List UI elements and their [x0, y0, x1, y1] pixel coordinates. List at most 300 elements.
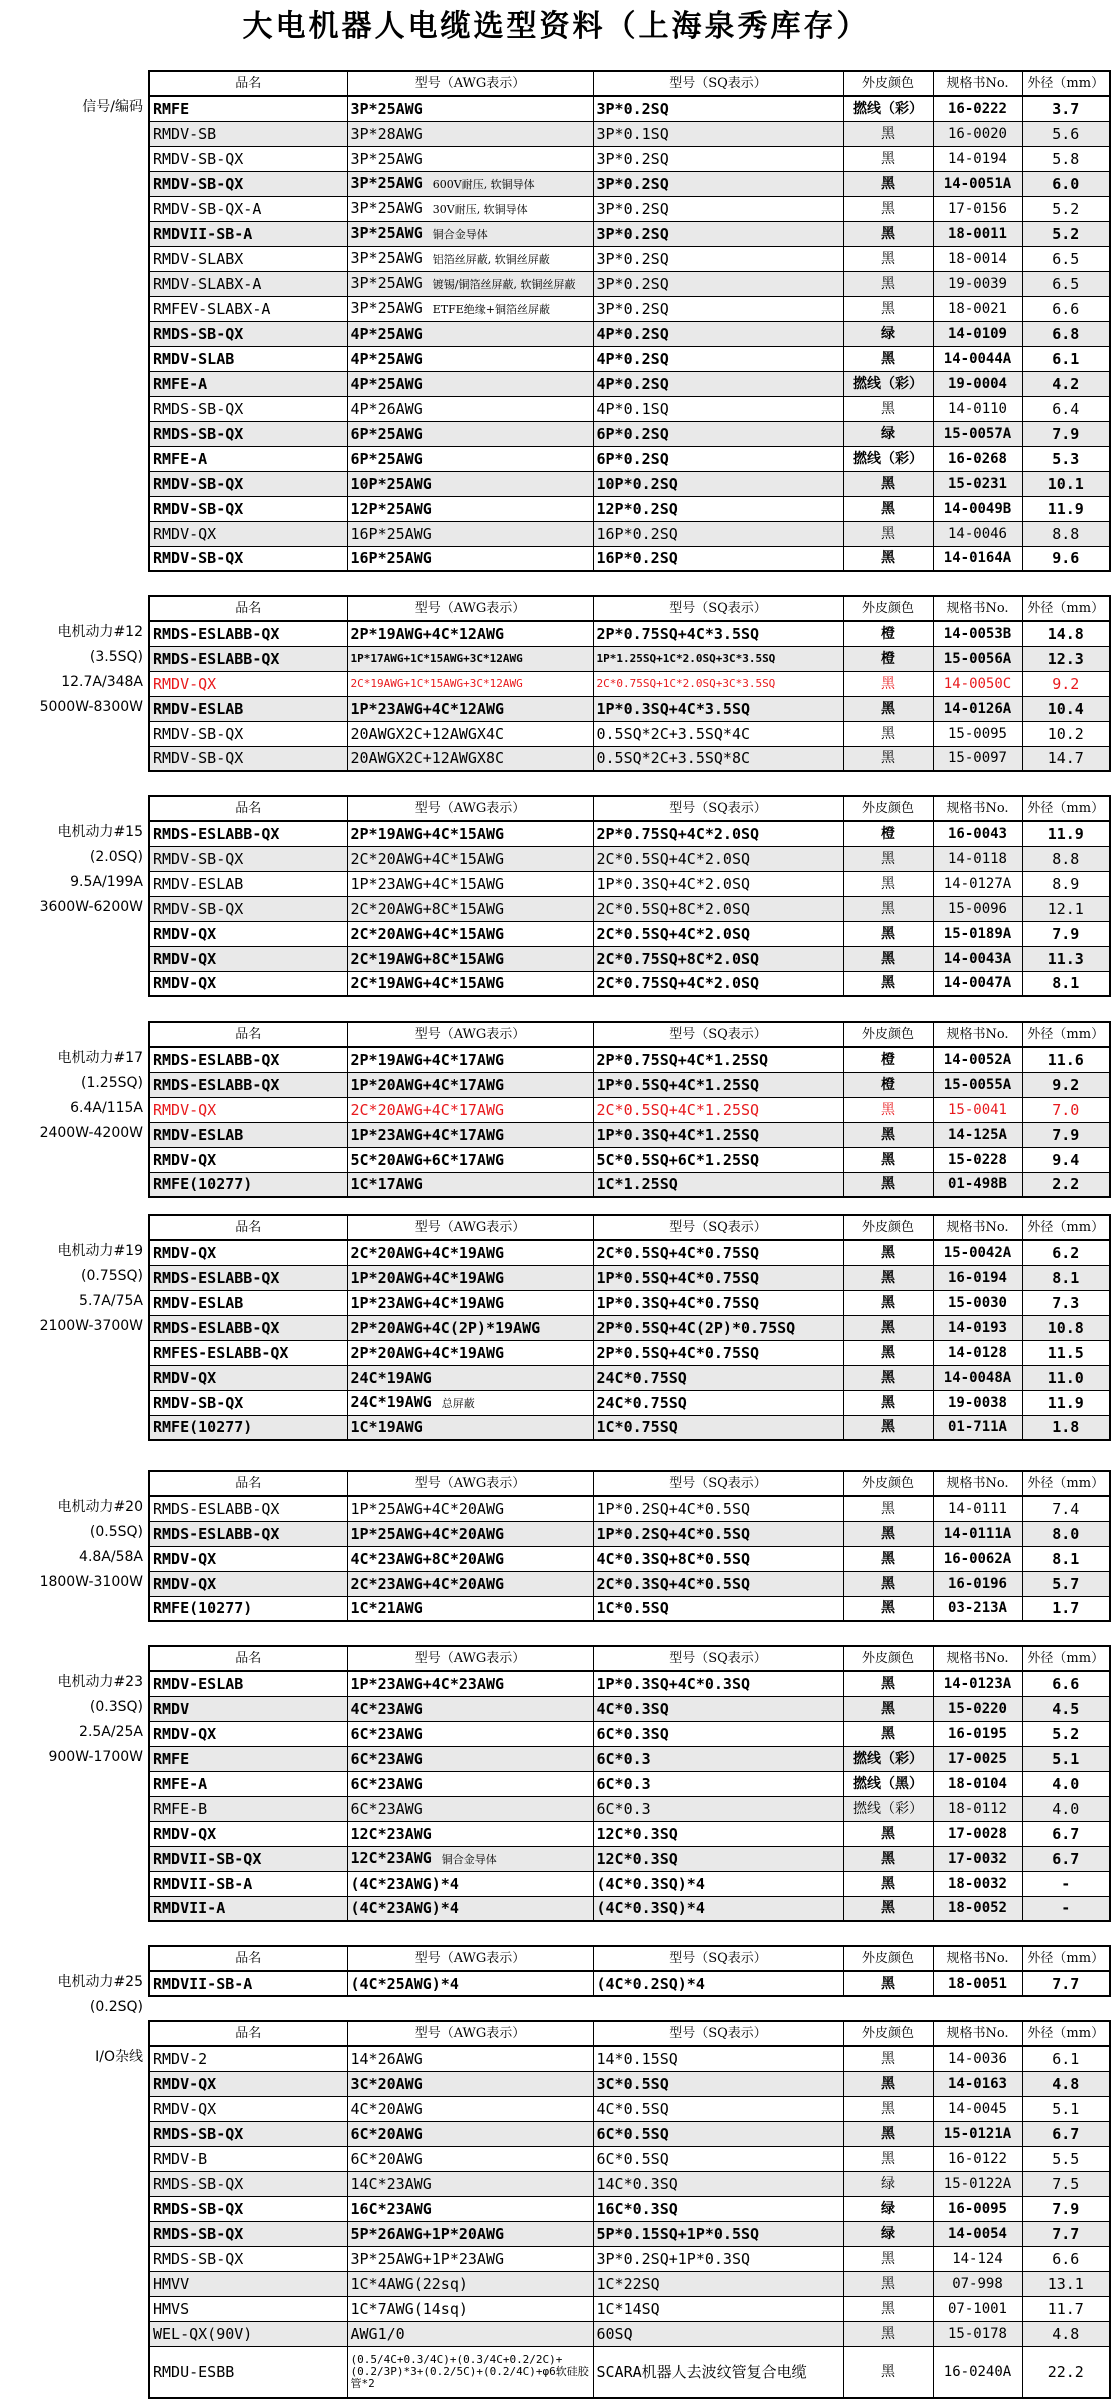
cell-awg: 4C*23AWG+8C*20AWG — [347, 1546, 593, 1571]
table-row — [149, 2171, 1110, 2196]
cell-color: 黑 — [843, 1546, 933, 1571]
cell-od: 12.1 — [1022, 896, 1110, 921]
table-row — [149, 971, 1110, 996]
cell-sq: 4C*0.3SQ — [593, 1696, 843, 1721]
cell-color: 黑 — [843, 496, 933, 521]
awg-note: 30V耐压, 软铜导体 — [432, 202, 528, 216]
table-header-row — [149, 1471, 1110, 1496]
table-row — [149, 1265, 1110, 1290]
cell-sq: 3P*0.2SQ — [593, 171, 843, 196]
cell-sq: (4C*0.3SQ)*4 — [593, 1896, 843, 1921]
table-row — [149, 1147, 1110, 1172]
cell-awg: 1P*23AWG+4C*19AWG — [347, 1290, 593, 1315]
column-header: 外皮颜色 — [843, 1215, 933, 1240]
table-row — [149, 946, 1110, 971]
cable-table — [148, 2020, 1111, 2399]
cell-color: 黑 — [843, 671, 933, 696]
table-row — [149, 421, 1110, 446]
cell-awg: 20AWGX2C+12AWGX4C — [347, 721, 593, 746]
section-side-label — [0, 1046, 146, 1146]
cell-sq: 1C*0.75SQ — [593, 1415, 843, 1440]
cell-color: 撚线（彩） — [843, 1796, 933, 1821]
cell-awg: 4P*25AWG — [347, 346, 593, 371]
side-label-line: 电机动力#12 — [57, 624, 143, 640]
cell-spec: 17-0032 — [933, 1846, 1022, 1871]
cell-sq: 6C*0.3 — [593, 1746, 843, 1771]
cell-name: RMDV-ESLAB — [149, 1290, 347, 1315]
cell-color: 黑 — [843, 1365, 933, 1390]
table-header-row — [149, 1946, 1110, 1971]
cell-color: 黑 — [843, 1240, 933, 1265]
cell-name: RMDV-SLABX-A — [149, 271, 347, 296]
cell-sq: 1P*0.5SQ+4C*0.75SQ — [593, 1265, 843, 1290]
cell-spec: 15-0228 — [933, 1147, 1022, 1172]
cell-od: 6.2 — [1022, 1240, 1110, 1265]
cell-name: RMDV-QX — [149, 946, 347, 971]
table-row — [149, 2246, 1110, 2271]
cell-sq: 1P*0.3SQ+4C*2.0SQ — [593, 871, 843, 896]
table-row — [149, 1521, 1110, 1546]
cell-od: 11.9 — [1022, 1390, 1110, 1415]
table-row — [149, 471, 1110, 496]
side-label-line: (0.75SQ) — [80, 1268, 143, 1284]
cell-awg — [347, 271, 593, 296]
cell-sq: 2P*0.75SQ+4C*1.25SQ — [593, 1047, 843, 1072]
cell-sq: 2C*0.5SQ+4C*1.25SQ — [593, 1097, 843, 1122]
cell-od: 1.8 — [1022, 1415, 1110, 1440]
cell-spec: 14-0193 — [933, 1315, 1022, 1340]
cell-od: 5.2 — [1022, 196, 1110, 221]
side-label-line: I/O杂线 — [95, 2049, 143, 2065]
side-label-line: 900W-1700W — [48, 1749, 143, 1765]
cell-awg: 2C*20AWG+4C*17AWG — [347, 1097, 593, 1122]
awg-note: 镀锡/铜箔丝屏蔽, 软铜丝屏蔽 — [432, 277, 576, 291]
cell-od: 4.8 — [1022, 2321, 1110, 2346]
cell-sq: 4C*0.3SQ+8C*0.5SQ — [593, 1546, 843, 1571]
cell-sq: 1C*22SQ — [593, 2271, 843, 2296]
side-label-line: 12.7A/348A — [61, 674, 143, 690]
column-header: 规格书No. — [933, 1471, 1022, 1496]
cell-od: 11.7 — [1022, 2296, 1110, 2321]
cell-od: 7.3 — [1022, 1290, 1110, 1315]
table-row — [149, 696, 1110, 721]
table-header-row — [149, 596, 1110, 621]
side-label-line: 2.5A/25A — [79, 1724, 143, 1740]
cell-color: 黑 — [843, 971, 933, 996]
cell-sq: 6C*0.5SQ — [593, 2146, 843, 2171]
cell-color: 黑 — [843, 2296, 933, 2321]
cell-name: RMDS-SB-QX — [149, 2121, 347, 2146]
cell-awg: 2C*23AWG+4C*20AWG — [347, 1571, 593, 1596]
table-row — [149, 721, 1110, 746]
page-title: 大电机器人电缆选型资料（上海泉秀库存） — [242, 9, 870, 44]
table-header-row — [149, 2021, 1110, 2046]
table-row — [149, 171, 1110, 196]
table-row — [149, 1122, 1110, 1147]
table-row — [149, 1072, 1110, 1097]
column-header: 型号（SQ表示） — [593, 796, 843, 821]
cell-awg: (0.5/4C+0.3/4C)+(0.3/4C+0.2/2C)+(0.2/3P)*3+(0.2/5C)+(0.2/4C)+φ6软硅胶管*2 — [347, 2346, 593, 2398]
cell-spec: 14-0046 — [933, 521, 1022, 546]
cell-sq: (4C*0.3SQ)*4 — [593, 1871, 843, 1896]
cell-od: 12.3 — [1022, 646, 1110, 671]
cell-spec: 14-0127A — [933, 871, 1022, 896]
column-header: 品名 — [149, 1215, 347, 1240]
cell-sq: 2P*0.5SQ+4C*0.75SQ — [593, 1340, 843, 1365]
side-label-line: (0.5SQ) — [89, 1524, 143, 1540]
cell-name: RMDV-QX — [149, 1721, 347, 1746]
cell-spec: 19-0039 — [933, 271, 1022, 296]
column-header: 型号（AWG表示） — [347, 1215, 593, 1240]
cell-sq: 1C*1.25SQ — [593, 1172, 843, 1197]
cell-color: 黑 — [843, 396, 933, 421]
cell-awg: 4C*23AWG — [347, 1696, 593, 1721]
table-row — [149, 2346, 1110, 2398]
awg-value: 24C*19AWG — [350, 1392, 432, 1411]
cell-awg: 2C*19AWG+8C*15AWG — [347, 946, 593, 971]
cell-od: 4.5 — [1022, 1696, 1110, 1721]
cell-name: RMDV-QX — [149, 671, 347, 696]
cell-spec: 16-0195 — [933, 1721, 1022, 1746]
cell-color: 橙 — [843, 646, 933, 671]
cell-sq: 1P*1.25SQ+1C*2.0SQ+3C*3.5SQ — [593, 646, 843, 671]
table-row — [149, 896, 1110, 921]
cell-awg: 1P*23AWG+4C*23AWG — [347, 1671, 593, 1696]
cell-name: RMFE-A — [149, 371, 347, 396]
cell-sq: 1P*0.3SQ+4C*1.25SQ — [593, 1122, 843, 1147]
cell-sq: 16P*0.2SQ — [593, 546, 843, 571]
cell-spec: 15-0122A — [933, 2171, 1022, 2196]
cell-sq: 4P*0.1SQ — [593, 396, 843, 421]
cell-awg — [347, 296, 593, 321]
cell-name: RMDV-SB-QX — [149, 846, 347, 871]
cell-sq: 6P*0.2SQ — [593, 421, 843, 446]
cell-spec: 15-0189A — [933, 921, 1022, 946]
table-header-row — [149, 71, 1110, 96]
cell-color: 橙 — [843, 1047, 933, 1072]
cell-awg — [347, 1390, 593, 1415]
table-row — [149, 2196, 1110, 2221]
column-header: 规格书No. — [933, 796, 1022, 821]
cell-spec: 15-0096 — [933, 896, 1022, 921]
cell-spec: 07-1001 — [933, 2296, 1022, 2321]
cell-awg: 2P*20AWG+4C*19AWG — [347, 1340, 593, 1365]
column-header: 外径（mm） — [1022, 1471, 1110, 1496]
cell-sq: 2P*0.75SQ+4C*2.0SQ — [593, 821, 843, 846]
table-row — [149, 2221, 1110, 2246]
cell-od: 6.7 — [1022, 1821, 1110, 1846]
table-row — [149, 1821, 1110, 1846]
cell-spec: 18-0011 — [933, 221, 1022, 246]
cell-spec: 19-0038 — [933, 1390, 1022, 1415]
cell-name: RMFE-A — [149, 446, 347, 471]
cell-name: RMDS-SB-QX — [149, 396, 347, 421]
cell-name: RMDV-SB-QX — [149, 546, 347, 571]
cell-awg: 1C*21AWG — [347, 1596, 593, 1621]
cell-color: 黑 — [843, 1290, 933, 1315]
cell-color: 黑 — [843, 121, 933, 146]
cell-name: RMFE(10277) — [149, 1596, 347, 1621]
cell-spec: 15-0178 — [933, 2321, 1022, 2346]
cell-od: 1.7 — [1022, 1596, 1110, 1621]
cell-awg: 2C*20AWG+4C*15AWG — [347, 921, 593, 946]
cell-sq: 6C*0.3 — [593, 1796, 843, 1821]
cell-awg: 2P*19AWG+4C*15AWG — [347, 821, 593, 846]
cell-spec: 17-0025 — [933, 1746, 1022, 1771]
side-label-line: 电机动力#25 — [57, 1974, 143, 1990]
awg-note: 铜合金导体 — [432, 227, 488, 241]
cell-od: 6.6 — [1022, 2246, 1110, 2271]
table-row — [149, 146, 1110, 171]
cell-awg — [347, 246, 593, 271]
cable-table — [148, 795, 1111, 997]
cell-awg: 1P*23AWG+4C*17AWG — [347, 1122, 593, 1147]
column-header: 外皮颜色 — [843, 1646, 933, 1671]
table-row — [149, 1971, 1110, 1996]
cell-sq: 3P*0.2SQ — [593, 96, 843, 121]
side-label-line: 电机动力#19 — [57, 1243, 143, 1259]
cell-color: 绿 — [843, 421, 933, 446]
cell-name: RMDV-SB — [149, 121, 347, 146]
cell-name: RMDS-ESLABB-QX — [149, 621, 347, 646]
cell-color: 黑 — [843, 1696, 933, 1721]
cell-awg: 6P*25AWG — [347, 446, 593, 471]
cell-od: 6.4 — [1022, 396, 1110, 421]
cell-name: RMFE-B — [149, 1796, 347, 1821]
column-header: 外皮颜色 — [843, 596, 933, 621]
cell-spec: 14-0051A — [933, 171, 1022, 196]
cell-color: 黑 — [843, 896, 933, 921]
cell-spec: 16-0268 — [933, 446, 1022, 471]
cell-spec: 16-0020 — [933, 121, 1022, 146]
cell-name: RMDS-SB-QX — [149, 2171, 347, 2196]
cell-sq: 6C*0.3SQ — [593, 1721, 843, 1746]
cell-awg: 5C*20AWG+6C*17AWG — [347, 1147, 593, 1172]
cell-spec: 16-0222 — [933, 96, 1022, 121]
cell-color: 黑 — [843, 2321, 933, 2346]
cell-sq: 3P*0.2SQ — [593, 146, 843, 171]
cell-od: 11.5 — [1022, 1340, 1110, 1365]
cell-color: 黑 — [843, 1172, 933, 1197]
cell-awg — [347, 196, 593, 221]
cell-name: RMFE — [149, 96, 347, 121]
cell-name: RMDV-QX — [149, 971, 347, 996]
cell-sq: 3P*0.2SQ — [593, 221, 843, 246]
cell-spec: 15-0030 — [933, 1290, 1022, 1315]
cell-color: 撚线（彩） — [843, 446, 933, 471]
cell-spec: 15-0042A — [933, 1240, 1022, 1265]
cell-color: 黑 — [843, 1340, 933, 1365]
column-header: 外径（mm） — [1022, 796, 1110, 821]
cell-color: 黑 — [843, 2246, 933, 2271]
cell-color: 黑 — [843, 2146, 933, 2171]
column-header: 型号（AWG表示） — [347, 1471, 593, 1496]
cell-color: 黑 — [843, 221, 933, 246]
cell-od: 5.8 — [1022, 146, 1110, 171]
column-header: 外径（mm） — [1022, 596, 1110, 621]
cell-awg: (4C*25AWG)*4 — [347, 1971, 593, 1996]
cell-awg: 2C*20AWG+4C*15AWG — [347, 846, 593, 871]
cell-sq: 4C*0.5SQ — [593, 2096, 843, 2121]
cell-name: RMDS-ESLABB-QX — [149, 1072, 347, 1097]
table-row — [149, 1796, 1110, 1821]
cell-spec: 14-0045 — [933, 2096, 1022, 2121]
cell-spec: 14-124 — [933, 2246, 1022, 2271]
cell-sq: 2C*0.75SQ+4C*2.0SQ — [593, 971, 843, 996]
table-row — [149, 2321, 1110, 2346]
cell-spec: 18-0112 — [933, 1796, 1022, 1821]
cell-color: 黑 — [843, 271, 933, 296]
cell-od: 8.8 — [1022, 521, 1110, 546]
cell-od: 6.0 — [1022, 171, 1110, 196]
cell-name: RMDV-SB-QX — [149, 496, 347, 521]
table-row — [149, 2146, 1110, 2171]
cell-awg: 16C*23AWG — [347, 2196, 593, 2221]
section-side-label — [0, 95, 146, 120]
cell-sq: 24C*0.75SQ — [593, 1365, 843, 1390]
table-row — [149, 2121, 1110, 2146]
cell-sq: 1P*0.3SQ+4C*3.5SQ — [593, 696, 843, 721]
cable-table — [148, 1021, 1111, 1198]
cell-awg: 1P*20AWG+4C*19AWG — [347, 1265, 593, 1290]
cell-awg: 5P*26AWG+1P*20AWG — [347, 2221, 593, 2246]
cell-od: 6.5 — [1022, 271, 1110, 296]
awg-value: 3P*25AWG — [350, 223, 423, 242]
cell-awg: 1C*7AWG(14sq) — [347, 2296, 593, 2321]
table-row — [149, 446, 1110, 471]
cell-spec: 16-0196 — [933, 1571, 1022, 1596]
cell-spec: 16-0122 — [933, 2146, 1022, 2171]
cell-sq: 10P*0.2SQ — [593, 471, 843, 496]
cell-od: 11.9 — [1022, 496, 1110, 521]
cell-name: RMDV-ESLAB — [149, 1671, 347, 1696]
cell-od: 7.5 — [1022, 2171, 1110, 2196]
cell-spec: 14-0110 — [933, 396, 1022, 421]
cell-color: 黑 — [843, 1871, 933, 1896]
cell-spec: 14-0163 — [933, 2071, 1022, 2096]
cell-od: 5.3 — [1022, 446, 1110, 471]
cell-awg: 12C*23AWG — [347, 1821, 593, 1846]
table-row — [149, 746, 1110, 771]
cell-color: 黑 — [843, 1821, 933, 1846]
cell-od: - — [1022, 1871, 1110, 1896]
cell-color: 黑 — [843, 2096, 933, 2121]
cell-color: 黑 — [843, 1122, 933, 1147]
table-header-row — [149, 796, 1110, 821]
cell-sq: 3P*0.1SQ — [593, 121, 843, 146]
section-side-label — [0, 2045, 146, 2070]
cell-name: RMDV-QX — [149, 521, 347, 546]
cell-od: 6.6 — [1022, 1671, 1110, 1696]
cell-sq: 3P*0.2SQ — [593, 246, 843, 271]
cell-awg: 1C*19AWG — [347, 1415, 593, 1440]
table-row — [149, 1340, 1110, 1365]
cell-color: 撚线（彩） — [843, 371, 933, 396]
cell-color: 黑 — [843, 1097, 933, 1122]
cell-sq: 1P*0.2SQ+4C*0.5SQ — [593, 1496, 843, 1521]
cell-od: 10.4 — [1022, 696, 1110, 721]
column-header: 型号（AWG表示） — [347, 1646, 593, 1671]
cell-awg: 2C*19AWG+1C*15AWG+3C*12AWG — [347, 671, 593, 696]
cell-name: RMDU-ESBB — [149, 2346, 347, 2398]
cell-sq: 3P*0.2SQ+1P*0.3SQ — [593, 2246, 843, 2271]
table-header-row — [149, 1022, 1110, 1047]
cell-awg: 1P*23AWG+4C*15AWG — [347, 871, 593, 896]
cell-awg: 14*26AWG — [347, 2046, 593, 2071]
column-header: 品名 — [149, 1646, 347, 1671]
cell-name: RMDV-ESLAB — [149, 696, 347, 721]
cell-awg: 6C*20AWG — [347, 2121, 593, 2146]
column-header: 规格书No. — [933, 2021, 1022, 2046]
cell-awg: 4P*25AWG — [347, 321, 593, 346]
cell-awg: 1P*23AWG+4C*12AWG — [347, 696, 593, 721]
cell-od: - — [1022, 1896, 1110, 1921]
column-header: 型号（SQ表示） — [593, 596, 843, 621]
side-label-line: 9.5A/199A — [70, 874, 143, 890]
cell-name: RMDVII-A — [149, 1896, 347, 1921]
cell-spec: 16-0043 — [933, 821, 1022, 846]
side-label-line: 2400W-4200W — [39, 1125, 143, 1141]
column-header: 型号（AWG表示） — [347, 1946, 593, 1971]
cell-spec: 14-0050C — [933, 671, 1022, 696]
cell-sq: 2C*0.75SQ+8C*2.0SQ — [593, 946, 843, 971]
cell-color: 黑 — [843, 1971, 933, 1996]
cell-name: RMDV-SB-QX-A — [149, 196, 347, 221]
section-side-label — [0, 620, 146, 720]
cell-awg: 12P*25AWG — [347, 496, 593, 521]
table-row — [149, 121, 1110, 146]
cell-spec: 14-0164A — [933, 546, 1022, 571]
column-header: 品名 — [149, 1022, 347, 1047]
awg-note: 600V耐压, 软铜导体 — [432, 177, 535, 191]
awg-note: ETFE绝缘+铜箔丝屏蔽 — [432, 302, 550, 316]
cell-sq: 2C*0.5SQ+4C*2.0SQ — [593, 846, 843, 871]
cell-color: 绿 — [843, 2171, 933, 2196]
cell-spec: 15-0121A — [933, 2121, 1022, 2146]
cell-spec: 03-213A — [933, 1596, 1022, 1621]
cell-od: 6.6 — [1022, 296, 1110, 321]
cell-color: 黑 — [843, 471, 933, 496]
cell-od: 8.9 — [1022, 871, 1110, 896]
cell-name: RMDV-SB-QX — [149, 471, 347, 496]
cell-od: 7.9 — [1022, 1122, 1110, 1147]
cell-name: RMFE-A — [149, 1771, 347, 1796]
cable-table — [148, 1645, 1111, 1922]
cell-spec: 15-0097 — [933, 746, 1022, 771]
cell-awg: 2P*19AWG+4C*12AWG — [347, 621, 593, 646]
cell-od: 5.7 — [1022, 1571, 1110, 1596]
column-header: 型号（SQ表示） — [593, 2021, 843, 2046]
cell-spec: 19-0004 — [933, 371, 1022, 396]
cell-awg: 3P*25AWG+1P*23AWG — [347, 2246, 593, 2271]
cell-name: RMDV-B — [149, 2146, 347, 2171]
cell-name: RMDV-QX — [149, 921, 347, 946]
column-header: 规格书No. — [933, 1946, 1022, 1971]
column-header: 规格书No. — [933, 1215, 1022, 1240]
cell-spec: 01-711A — [933, 1415, 1022, 1440]
table-row — [149, 521, 1110, 546]
cell-color: 黑 — [843, 1265, 933, 1290]
cell-od: 8.1 — [1022, 971, 1110, 996]
cell-color: 黑 — [843, 2271, 933, 2296]
cell-awg: 1P*20AWG+4C*17AWG — [347, 1072, 593, 1097]
cell-color: 黑 — [843, 871, 933, 896]
table-row — [149, 1846, 1110, 1871]
table-row — [149, 1896, 1110, 1921]
column-header: 外皮颜色 — [843, 1471, 933, 1496]
cell-color: 撚线（彩） — [843, 96, 933, 121]
cell-awg: 1P*25AWG+4C*20AWG — [347, 1496, 593, 1521]
